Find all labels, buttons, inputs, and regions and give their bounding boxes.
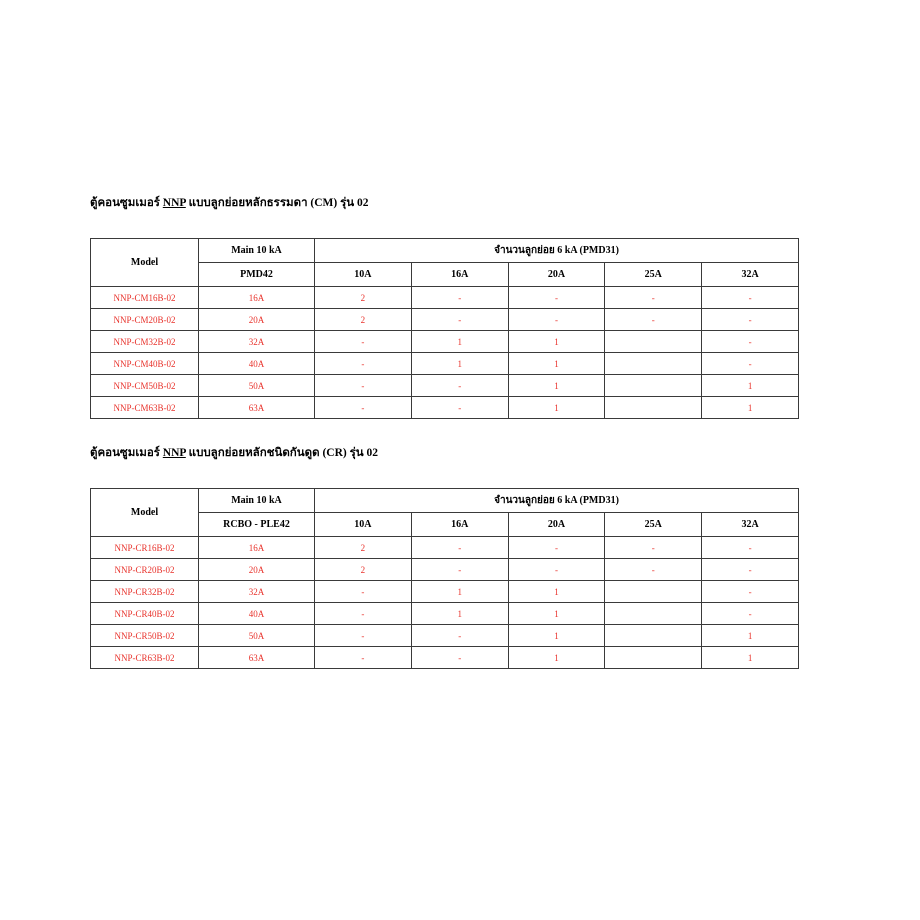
branch-count-cell: - bbox=[315, 625, 412, 647]
branch-size-header: 25A bbox=[605, 263, 702, 287]
cr-heading-prefix: ตู้คอนซูมเมอร์ bbox=[90, 447, 160, 459]
branch-count-cell: - bbox=[702, 353, 799, 375]
branch-count-cell: 2 bbox=[315, 309, 412, 331]
branch-count-cell: - bbox=[411, 375, 508, 397]
branch-group-header: จำนวนลูกย่อย 6 kA (PMD31) bbox=[315, 239, 799, 263]
branch-count-cell: 1 bbox=[411, 353, 508, 375]
branch-count-cell: 1 bbox=[508, 397, 605, 419]
branch-count-cell: - bbox=[411, 309, 508, 331]
model-cell: NNP-CR32B-02 bbox=[91, 581, 199, 603]
branch-count-cell bbox=[605, 581, 702, 603]
branch-count-cell: - bbox=[411, 397, 508, 419]
branch-size-header: 25A bbox=[605, 513, 702, 537]
model-cell: NNP-CR50B-02 bbox=[91, 625, 199, 647]
main-rating-cell: 50A bbox=[199, 375, 315, 397]
main-rating-cell: 32A bbox=[199, 581, 315, 603]
branch-count-cell: 1 bbox=[702, 375, 799, 397]
branch-count-cell: - bbox=[411, 537, 508, 559]
table-row bbox=[91, 625, 799, 647]
branch-count-cell: - bbox=[315, 603, 412, 625]
cr-heading bbox=[90, 444, 798, 462]
branch-size-header: 20A bbox=[508, 263, 605, 287]
cm-heading bbox=[90, 194, 798, 212]
main-rating-cell: 40A bbox=[199, 353, 315, 375]
branch-count-cell: - bbox=[411, 287, 508, 309]
table-row bbox=[91, 397, 799, 419]
cr-heading-brand: NNP bbox=[162, 447, 186, 459]
model-cell: NNP-CM20B-02 bbox=[91, 309, 199, 331]
cm-section bbox=[90, 194, 798, 419]
branch-count-cell: 1 bbox=[508, 353, 605, 375]
branch-count-cell bbox=[605, 647, 702, 669]
branch-count-cell: 1 bbox=[508, 581, 605, 603]
main-rating-cell: 20A bbox=[199, 559, 315, 581]
branch-count-cell: 1 bbox=[702, 647, 799, 669]
branch-count-cell: 1 bbox=[508, 331, 605, 353]
branch-count-cell: - bbox=[315, 375, 412, 397]
model-header: Model bbox=[91, 239, 199, 287]
table-row bbox=[91, 559, 799, 581]
branch-count-cell: 1 bbox=[411, 581, 508, 603]
branch-count-cell: - bbox=[315, 331, 412, 353]
model-cell: NNP-CR16B-02 bbox=[91, 537, 199, 559]
branch-count-cell: 1 bbox=[411, 603, 508, 625]
cr-section bbox=[90, 444, 798, 669]
branch-size-header: 10A bbox=[315, 263, 412, 287]
branch-count-cell: 1 bbox=[508, 603, 605, 625]
table-row bbox=[91, 353, 799, 375]
branch-count-cell: 1 bbox=[702, 397, 799, 419]
branch-group-header: จำนวนลูกย่อย 6 kA (PMD31) bbox=[315, 489, 799, 513]
branch-count-cell bbox=[605, 353, 702, 375]
table-row bbox=[91, 309, 799, 331]
table-row bbox=[91, 375, 799, 397]
branch-count-cell: 2 bbox=[315, 537, 412, 559]
branch-size-header: 10A bbox=[315, 513, 412, 537]
model-cell: NNP-CR40B-02 bbox=[91, 603, 199, 625]
branch-count-cell bbox=[605, 375, 702, 397]
branch-count-cell: - bbox=[315, 647, 412, 669]
main-rating-cell: 32A bbox=[199, 331, 315, 353]
branch-size-header: 16A bbox=[411, 513, 508, 537]
branch-count-cell: - bbox=[315, 353, 412, 375]
model-cell: NNP-CM63B-02 bbox=[91, 397, 199, 419]
branch-size-header: 16A bbox=[411, 263, 508, 287]
cm-spec-table bbox=[90, 238, 799, 419]
main-type-header: PMD42 bbox=[199, 263, 315, 287]
main-rating-cell: 40A bbox=[199, 603, 315, 625]
branch-count-cell: 2 bbox=[315, 559, 412, 581]
branch-count-cell: - bbox=[315, 581, 412, 603]
main-type-header: RCBO - PLE42 bbox=[199, 513, 315, 537]
branch-count-cell: - bbox=[702, 603, 799, 625]
branch-count-cell: - bbox=[315, 397, 412, 419]
branch-count-cell: - bbox=[508, 537, 605, 559]
branch-count-cell: 1 bbox=[411, 331, 508, 353]
model-cell: NNP-CM16B-02 bbox=[91, 287, 199, 309]
model-cell: NNP-CR63B-02 bbox=[91, 647, 199, 669]
main-rating-cell: 16A bbox=[199, 537, 315, 559]
branch-count-cell bbox=[605, 625, 702, 647]
branch-count-cell: - bbox=[605, 537, 702, 559]
cr-heading-suffix: แบบลูกย่อยหลักชนิดกันดูด (CR) รุ่น 02 bbox=[188, 447, 378, 459]
table-row bbox=[91, 287, 799, 309]
branch-count-cell: - bbox=[702, 309, 799, 331]
branch-count-cell: - bbox=[508, 287, 605, 309]
branch-count-cell bbox=[605, 603, 702, 625]
model-cell: NNP-CM40B-02 bbox=[91, 353, 199, 375]
branch-count-cell: 1 bbox=[508, 375, 605, 397]
main-rating-cell: 50A bbox=[199, 625, 315, 647]
branch-size-header: 32A bbox=[702, 513, 799, 537]
branch-count-cell: - bbox=[605, 309, 702, 331]
branch-count-cell: 2 bbox=[315, 287, 412, 309]
branch-count-cell: - bbox=[605, 287, 702, 309]
model-header: Model bbox=[91, 489, 199, 537]
main-rating-cell: 20A bbox=[199, 309, 315, 331]
branch-count-cell: - bbox=[508, 309, 605, 331]
branch-count-cell: - bbox=[702, 537, 799, 559]
branch-count-cell: - bbox=[702, 581, 799, 603]
branch-size-header: 32A bbox=[702, 263, 799, 287]
branch-size-header: 20A bbox=[508, 513, 605, 537]
branch-count-cell: - bbox=[411, 625, 508, 647]
branch-count-cell bbox=[605, 397, 702, 419]
branch-count-cell: 1 bbox=[508, 647, 605, 669]
branch-count-cell: - bbox=[508, 559, 605, 581]
main-header: Main 10 kA bbox=[199, 489, 315, 513]
cm-heading-prefix: ตู้คอนซูมเมอร์ bbox=[90, 197, 160, 209]
cm-heading-suffix: แบบลูกย่อยหลักธรรมดา (CM) รุ่น 02 bbox=[188, 197, 369, 209]
branch-count-cell: 1 bbox=[702, 625, 799, 647]
branch-count-cell: - bbox=[702, 559, 799, 581]
main-header: Main 10 kA bbox=[199, 239, 315, 263]
cm-heading-brand: NNP bbox=[162, 197, 186, 209]
main-rating-cell: 16A bbox=[199, 287, 315, 309]
table-row bbox=[91, 603, 799, 625]
branch-count-cell: 1 bbox=[508, 625, 605, 647]
branch-count-cell bbox=[605, 331, 702, 353]
table-row bbox=[91, 331, 799, 353]
table-row bbox=[91, 537, 799, 559]
table-row bbox=[91, 581, 799, 603]
table-row bbox=[91, 647, 799, 669]
branch-count-cell: - bbox=[702, 331, 799, 353]
branch-count-cell: - bbox=[411, 559, 508, 581]
model-cell: NNP-CM32B-02 bbox=[91, 331, 199, 353]
model-cell: NNP-CM50B-02 bbox=[91, 375, 199, 397]
branch-count-cell: - bbox=[605, 559, 702, 581]
main-rating-cell: 63A bbox=[199, 647, 315, 669]
model-cell: NNP-CR20B-02 bbox=[91, 559, 199, 581]
branch-count-cell: - bbox=[702, 287, 799, 309]
cr-spec-table bbox=[90, 488, 799, 669]
main-rating-cell: 63A bbox=[199, 397, 315, 419]
branch-count-cell: - bbox=[411, 647, 508, 669]
